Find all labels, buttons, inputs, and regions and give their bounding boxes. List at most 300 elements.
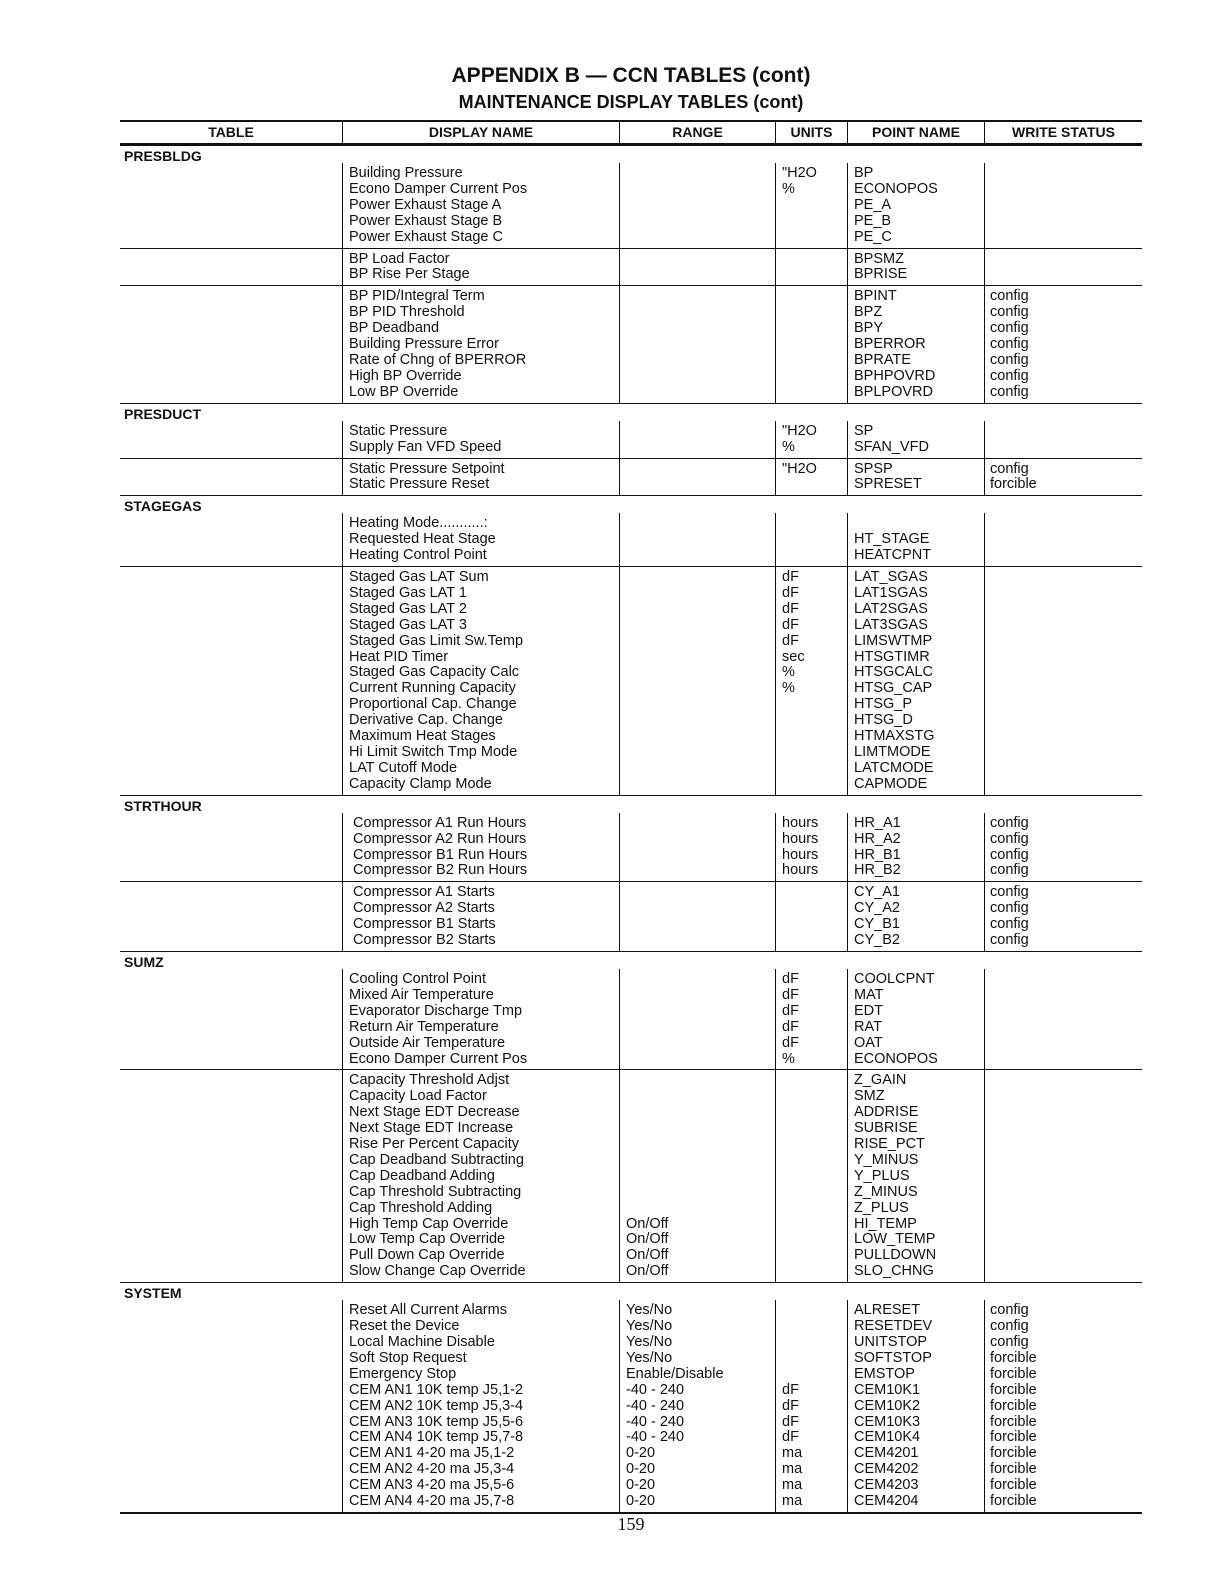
cell-write-status: forcible xyxy=(990,1381,1037,1398)
cell-units: % xyxy=(782,1050,795,1067)
cell-range xyxy=(626,885,775,901)
column-range xyxy=(619,163,775,248)
cell-display-name: Derivative Cap. Change xyxy=(349,712,503,729)
cell-range xyxy=(626,369,775,385)
cell-range xyxy=(626,1185,775,1201)
cell-write-status: config xyxy=(990,304,1029,321)
cell-write-status xyxy=(990,1073,1142,1089)
cell-range xyxy=(626,1121,775,1137)
cell-point-name: SP xyxy=(854,422,874,439)
cell-display-name: Compressor A1 Starts xyxy=(349,884,495,901)
cell-range xyxy=(626,729,775,745)
cell-write-status: config xyxy=(990,830,1029,847)
cell-range xyxy=(626,516,775,532)
column-point-name xyxy=(847,813,984,882)
cell-range: -40 - 240 xyxy=(626,1413,685,1430)
cell-display-name: Static Pressure xyxy=(349,422,448,439)
cell-units xyxy=(782,548,847,564)
cell-range xyxy=(626,532,775,548)
column-point-name xyxy=(847,882,984,951)
cell-range xyxy=(626,972,775,988)
cell-display-name: BP Deadband xyxy=(349,320,440,337)
header-write-status: WRITE STATUS xyxy=(984,122,1142,143)
cell-write-status xyxy=(990,198,1142,214)
cell-write-status xyxy=(990,1201,1142,1217)
cell-display-name: Staged Gas LAT Sum xyxy=(349,569,489,586)
cell-write-status: config xyxy=(990,846,1029,863)
cell-write-status xyxy=(990,267,1142,283)
column-display-name xyxy=(342,969,619,1069)
cell-write-status xyxy=(990,665,1142,681)
cell-point-name xyxy=(854,516,984,532)
cell-point-name: ECONOPOS xyxy=(854,180,938,197)
cell-write-status xyxy=(990,1153,1142,1169)
cell-range: Yes/No xyxy=(626,1302,673,1319)
cell-range xyxy=(626,634,775,650)
cell-range: On/Off xyxy=(626,1231,669,1248)
table-row-group xyxy=(120,163,1142,248)
cell-write-status: forcible xyxy=(990,1413,1037,1430)
header-units: UNITS xyxy=(775,122,847,143)
cell-write-status xyxy=(990,166,1142,182)
cell-point-name: LOW_TEMP xyxy=(854,1231,936,1248)
cell-range xyxy=(626,1137,775,1153)
cell-range: -40 - 240 xyxy=(626,1397,685,1414)
cell-units xyxy=(782,697,847,713)
column-display-name xyxy=(342,249,619,286)
cell-range xyxy=(626,548,775,564)
cell-display-name: Local Machine Disable xyxy=(349,1334,495,1350)
cell-point-name: HTMAXSTG xyxy=(854,728,935,745)
cell-range xyxy=(626,337,775,353)
cell-range xyxy=(626,305,775,321)
column-range xyxy=(619,813,775,882)
cell-write-status: forcible xyxy=(990,1397,1037,1414)
cell-write-status xyxy=(990,1185,1142,1201)
cell-display-name: Heating Mode...........: xyxy=(349,515,488,532)
cell-range xyxy=(626,252,775,268)
cell-display-name: High BP Override xyxy=(349,367,462,384)
cell-display-name: Capacity Clamp Mode xyxy=(349,775,492,792)
cell-point-name: ALRESET xyxy=(854,1302,921,1319)
cell-write-status xyxy=(990,252,1142,268)
cell-write-status xyxy=(990,713,1142,729)
cell-write-status xyxy=(990,516,1142,532)
cell-point-name: BPRISE xyxy=(854,266,908,283)
column-display-name xyxy=(342,163,619,248)
column-range xyxy=(619,969,775,1069)
column-display-name xyxy=(342,286,619,402)
cell-display-name: Cooling Control Point xyxy=(349,970,487,987)
section-label: STRTHOUR xyxy=(124,797,202,814)
table-col-cell xyxy=(120,249,342,286)
cell-display-name: Power Exhaust Stage A xyxy=(349,196,502,213)
cell-display-name: CEM AN2 4-20 ma J5,3-4 xyxy=(349,1461,515,1478)
cell-range xyxy=(626,214,775,230)
cell-display-name: Cap Deadband Adding xyxy=(349,1167,495,1184)
cell-point-name: OAT xyxy=(854,1034,883,1051)
cell-write-status xyxy=(990,745,1142,761)
cell-write-status: config xyxy=(990,862,1029,879)
cell-point-name: UNITSTOP xyxy=(854,1334,928,1350)
cell-units: ma xyxy=(782,1445,803,1462)
cell-units xyxy=(782,267,847,283)
cell-write-status: forcible xyxy=(990,1349,1037,1366)
cell-units xyxy=(782,917,847,933)
cell-units: hours xyxy=(782,814,819,831)
cell-write-status xyxy=(990,230,1142,246)
table-col-cell xyxy=(120,421,342,458)
column-units xyxy=(775,1300,847,1512)
cell-display-name: Compressor B2 Run Hours xyxy=(349,862,528,879)
column-write-status xyxy=(984,163,1142,248)
cell-point-name: BPSMZ xyxy=(854,250,904,267)
cell-display-name: LAT Cutoff Mode xyxy=(349,759,458,776)
cell-display-name: Next Stage EDT Decrease xyxy=(349,1104,520,1121)
cell-write-status xyxy=(990,1105,1142,1121)
column-write-status xyxy=(984,969,1142,1069)
column-point-name xyxy=(847,421,984,458)
cell-range: 0-20 xyxy=(626,1477,656,1494)
cell-write-status xyxy=(990,532,1142,548)
cell-units: "H2O xyxy=(782,460,817,477)
cell-display-name: Proportional Cap. Change xyxy=(349,696,517,713)
section-label: SUMZ xyxy=(124,953,164,970)
cell-point-name: HTSGCALC xyxy=(854,664,933,681)
cell-units xyxy=(782,230,847,246)
cell-range xyxy=(626,424,775,440)
cell-units: dF xyxy=(782,1002,799,1019)
column-range xyxy=(619,1300,775,1512)
cell-display-name: Heating Control Point xyxy=(349,547,487,564)
cell-display-name: Current Running Capacity xyxy=(349,680,516,697)
cell-point-name: HR_A1 xyxy=(854,814,901,831)
cell-write-status xyxy=(990,440,1142,456)
cell-units xyxy=(782,1153,847,1169)
cell-display-name: Staged Gas LAT 3 xyxy=(349,616,467,633)
cell-write-status: config xyxy=(990,351,1029,368)
cell-display-name: BP PID/Integral Term xyxy=(349,288,485,305)
cell-write-status: forcible xyxy=(990,1445,1037,1462)
table-col-cell xyxy=(120,567,342,795)
cell-point-name: PE_A xyxy=(854,196,892,213)
cell-display-name: Compressor A2 Run Hours xyxy=(349,830,527,847)
cell-write-status: config xyxy=(990,1334,1029,1350)
cell-display-name: CEM AN1 4-20 ma J5,1-2 xyxy=(349,1445,515,1462)
cell-display-name: Return Air Temperature xyxy=(349,1018,499,1035)
cell-units: sec xyxy=(782,648,805,665)
column-units xyxy=(775,286,847,402)
column-units xyxy=(775,567,847,795)
cell-range xyxy=(626,1153,775,1169)
cell-range xyxy=(626,933,775,949)
cell-units xyxy=(782,1319,847,1335)
cell-display-name: BP Load Factor xyxy=(349,250,450,267)
cell-point-name: SLO_CHNG xyxy=(854,1263,934,1280)
cell-range xyxy=(626,166,775,182)
column-range xyxy=(619,882,775,951)
cell-write-status: config xyxy=(990,932,1029,949)
cell-display-name: Power Exhaust Stage B xyxy=(349,212,503,229)
cell-range xyxy=(626,462,775,478)
column-write-status xyxy=(984,882,1142,951)
cell-range: -40 - 240 xyxy=(626,1429,685,1446)
cell-write-status: config xyxy=(990,460,1029,477)
cell-write-status: forcible xyxy=(990,476,1037,493)
table-row-group xyxy=(120,285,1142,402)
cell-write-status: config xyxy=(990,884,1029,901)
cell-display-name: Staged Gas Capacity Calc xyxy=(349,664,520,681)
cell-units xyxy=(782,1232,847,1248)
cell-range xyxy=(626,586,775,602)
cell-range xyxy=(626,477,775,493)
cell-display-name: Building Pressure xyxy=(349,165,463,181)
cell-write-status xyxy=(990,1169,1142,1185)
column-range xyxy=(619,286,775,402)
table-row-group xyxy=(120,1300,1142,1512)
table-row-group xyxy=(120,881,1142,951)
cell-display-name: Staged Gas LAT 1 xyxy=(349,584,467,601)
header-point-name: POINT NAME xyxy=(847,122,984,143)
cell-point-name: LAT3SGAS xyxy=(854,616,928,633)
cell-units xyxy=(782,777,847,793)
column-point-name xyxy=(847,249,984,286)
cell-units xyxy=(782,305,847,321)
cell-units: hours xyxy=(782,846,819,863)
cell-units xyxy=(782,1217,847,1233)
cell-units: % xyxy=(782,680,795,697)
cell-point-name: LIMTMODE xyxy=(854,744,931,760)
cell-display-name: High Temp Cap Override xyxy=(349,1215,509,1232)
cell-units: dF xyxy=(782,584,799,601)
cell-display-name: Power Exhaust Stage C xyxy=(349,228,503,245)
cell-point-name: SFAN_VFD xyxy=(854,438,929,455)
cell-range xyxy=(626,182,775,198)
table-col-cell xyxy=(120,1070,342,1282)
column-display-name xyxy=(342,1070,619,1282)
section-label: PRESDUCT xyxy=(124,405,202,422)
cell-range xyxy=(626,267,775,283)
cell-units: dF xyxy=(782,1429,799,1446)
column-write-status xyxy=(984,567,1142,795)
cell-display-name: Low BP Override xyxy=(349,383,459,400)
cell-display-name: Pull Down Cap Override xyxy=(349,1247,505,1264)
page-number: 159 xyxy=(617,1514,645,1534)
cell-units xyxy=(782,1303,847,1319)
cell-write-status xyxy=(990,1036,1142,1052)
cell-write-status xyxy=(990,1052,1142,1068)
cell-write-status xyxy=(990,972,1142,988)
cell-units xyxy=(782,369,847,385)
cell-point-name: HR_B1 xyxy=(854,846,901,863)
cell-units: ma xyxy=(782,1493,803,1510)
table-col-cell xyxy=(120,513,342,566)
cell-display-name: Rise Per Percent Capacity xyxy=(349,1136,520,1153)
cell-display-name: Hi Limit Switch Tmp Mode xyxy=(349,744,518,760)
cell-write-status xyxy=(990,1232,1142,1248)
page-subtitle: MAINTENANCE DISPLAY TABLES (cont) xyxy=(458,92,804,112)
cell-range xyxy=(626,777,775,793)
cell-range xyxy=(626,602,775,618)
table-col-cell xyxy=(120,969,342,1069)
cell-point-name: BPZ xyxy=(854,304,883,321)
cell-display-name: CEM AN4 10K temp J5,7-8 xyxy=(349,1429,524,1446)
cell-point-name: ADDRISE xyxy=(854,1104,919,1121)
cell-units xyxy=(782,321,847,337)
cell-display-name: Building Pressure Error xyxy=(349,336,499,353)
cell-display-name: Supply Fan VFD Speed xyxy=(349,438,502,455)
column-range xyxy=(619,567,775,795)
cell-point-name: MAT xyxy=(854,986,884,1003)
cell-point-name: Z_GAIN xyxy=(854,1072,907,1089)
cell-units: "H2O xyxy=(782,165,817,181)
cell-display-name: Reset the Device xyxy=(349,1318,460,1335)
cell-range: On/Off xyxy=(626,1247,669,1264)
cell-point-name: CEM4204 xyxy=(854,1493,919,1510)
cell-display-name: Slow Change Cap Override xyxy=(349,1263,526,1280)
cell-point-name: CAPMODE xyxy=(854,775,928,792)
cell-point-name: CY_A2 xyxy=(854,900,900,917)
cell-display-name: CEM AN3 10K temp J5,5-6 xyxy=(349,1413,524,1430)
cell-display-name: CEM AN1 10K temp J5,1-2 xyxy=(349,1381,524,1398)
cell-units: dF xyxy=(782,616,799,633)
cell-range xyxy=(626,681,775,697)
cell-display-name: CEM AN4 4-20 ma J5,7-8 xyxy=(349,1493,515,1510)
cell-range xyxy=(626,198,775,214)
column-write-status xyxy=(984,421,1142,458)
cell-units: dF xyxy=(782,970,799,987)
cell-units: dF xyxy=(782,1381,799,1398)
cell-point-name: HTSG_CAP xyxy=(854,680,933,697)
cell-write-status xyxy=(990,424,1142,440)
table-col-cell xyxy=(120,1300,342,1512)
cell-units xyxy=(782,745,847,761)
column-units xyxy=(775,163,847,248)
column-write-status xyxy=(984,286,1142,402)
cell-range xyxy=(626,321,775,337)
cell-units: hours xyxy=(782,862,819,879)
cell-units: dF xyxy=(782,569,799,586)
cell-point-name: LAT2SGAS xyxy=(854,600,928,617)
cell-point-name: RISE_PCT xyxy=(854,1136,925,1153)
header-table: TABLE xyxy=(208,124,254,140)
column-units xyxy=(775,249,847,286)
cell-write-status: config xyxy=(990,1318,1029,1335)
cell-display-name: Requested Heat Stage xyxy=(349,531,496,548)
cell-display-name: Compressor B1 Run Hours xyxy=(349,846,528,863)
table-row-group xyxy=(120,248,1142,286)
cell-range: 0-20 xyxy=(626,1493,656,1510)
cell-units: % xyxy=(782,438,795,455)
cell-units xyxy=(782,516,847,532)
cell-point-name: CY_A1 xyxy=(854,884,900,901)
cell-display-name: CEM AN3 4-20 ma J5,5-6 xyxy=(349,1477,515,1494)
cell-units xyxy=(782,353,847,369)
cell-display-name: Compressor A1 Run Hours xyxy=(349,814,527,831)
table-col-cell xyxy=(120,286,342,402)
cell-units: ma xyxy=(782,1461,803,1478)
cell-point-name: RESETDEV xyxy=(854,1318,933,1335)
column-display-name xyxy=(342,513,619,566)
cell-range xyxy=(626,832,775,848)
cell-units xyxy=(782,1367,847,1383)
column-write-status xyxy=(984,813,1142,882)
cell-units: dF xyxy=(782,600,799,617)
cell-units xyxy=(782,729,847,745)
cell-point-name: Z_PLUS xyxy=(854,1199,909,1216)
cell-range: Enable/Disable xyxy=(626,1365,724,1382)
cell-display-name: Mixed Air Temperature xyxy=(349,986,494,1003)
cell-point-name: Y_MINUS xyxy=(854,1151,919,1168)
table-row-group xyxy=(120,969,1142,1069)
table-col-cell xyxy=(120,459,342,496)
cell-range xyxy=(626,570,775,586)
cell-units: % xyxy=(782,664,795,681)
cell-display-name: Cap Deadband Subtracting xyxy=(349,1151,524,1168)
cell-units xyxy=(782,1121,847,1137)
cell-units xyxy=(782,214,847,230)
cell-range: On/Off xyxy=(626,1263,669,1280)
cell-display-name: Next Stage EDT Increase xyxy=(349,1120,514,1137)
cell-range: On/Off xyxy=(626,1215,669,1232)
cell-range xyxy=(626,988,775,1004)
cell-point-name: BPINT xyxy=(854,288,897,305)
column-point-name xyxy=(847,1300,984,1512)
column-display-name xyxy=(342,421,619,458)
cell-range xyxy=(626,761,775,777)
cell-point-name: HR_A2 xyxy=(854,830,901,847)
cell-display-name: Capacity Threshold Adjst xyxy=(349,1072,510,1089)
column-point-name xyxy=(847,1070,984,1282)
cell-point-name: BPERROR xyxy=(854,336,926,353)
cell-units: hours xyxy=(782,830,819,847)
cell-write-status xyxy=(990,988,1142,1004)
cell-range xyxy=(626,1089,775,1105)
cell-point-name: HTSGTIMR xyxy=(854,648,930,665)
cell-write-status: config xyxy=(990,288,1029,305)
column-point-name xyxy=(847,513,984,566)
column-point-name xyxy=(847,969,984,1069)
table-header xyxy=(120,120,1142,146)
cell-write-status xyxy=(990,182,1142,198)
cell-point-name: HTSG_P xyxy=(854,696,913,713)
cell-point-name: BPHPOVRD xyxy=(854,367,936,384)
cell-write-status xyxy=(990,1089,1142,1105)
cell-units xyxy=(782,252,847,268)
cell-point-name: HEATCPNT xyxy=(854,547,932,564)
cell-point-name: CY_B1 xyxy=(854,916,900,933)
cell-point-name: CEM4203 xyxy=(854,1477,919,1494)
cell-write-status: config xyxy=(990,900,1029,917)
cell-units: dF xyxy=(782,1413,799,1430)
cell-write-status xyxy=(990,697,1142,713)
cell-point-name: Y_PLUS xyxy=(854,1167,910,1184)
cell-display-name: Econo Damper Current Pos xyxy=(349,1050,528,1067)
cell-display-name: Emergency Stop xyxy=(349,1365,457,1382)
table-col-cell xyxy=(120,163,342,248)
cell-range xyxy=(626,1036,775,1052)
table-col-cell xyxy=(120,882,342,951)
cell-range: 0-20 xyxy=(626,1461,656,1478)
column-units xyxy=(775,882,847,951)
cell-display-name: Heat PID Timer xyxy=(349,648,449,665)
cell-units: dF xyxy=(782,1397,799,1414)
column-point-name xyxy=(847,567,984,795)
table-row-group xyxy=(120,421,1142,458)
cell-units xyxy=(782,1105,847,1121)
cell-range xyxy=(626,745,775,761)
column-display-name xyxy=(342,813,619,882)
